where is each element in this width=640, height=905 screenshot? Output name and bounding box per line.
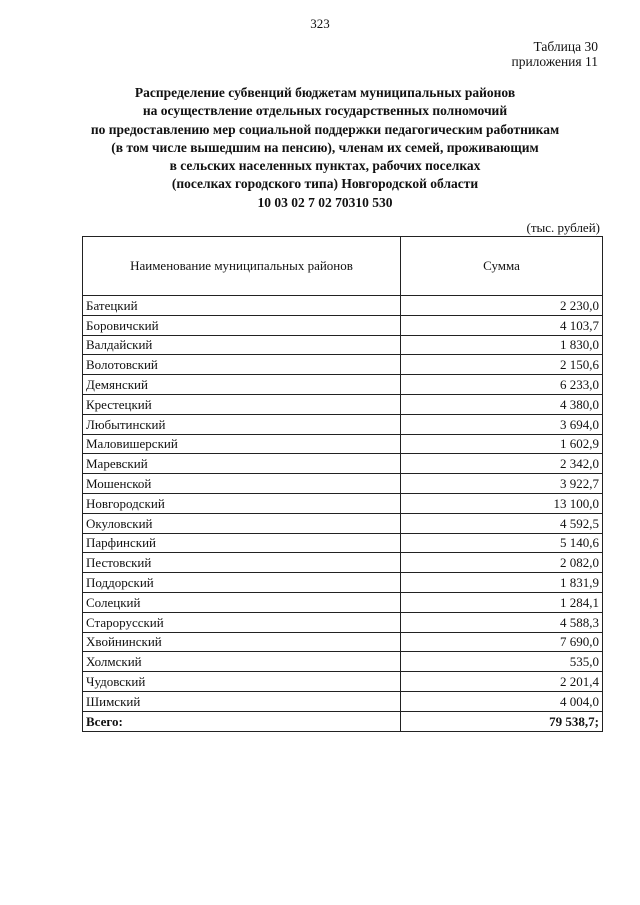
table-row xyxy=(83,592,603,612)
table-row xyxy=(83,691,603,711)
title-line: (поселках городского типа) Новгородской области xyxy=(171,176,479,192)
district-name: Новгородский xyxy=(83,493,401,513)
district-amount: 2 150,6 xyxy=(401,355,603,375)
table-row xyxy=(83,672,603,692)
district-name: Демянский xyxy=(83,375,401,395)
title-line: Распределение субвенций бюджетам муниципальных районов xyxy=(134,85,516,100)
document-title xyxy=(60,84,590,212)
district-name: Парфинский xyxy=(83,533,401,553)
district-amount: 1 602,9 xyxy=(401,434,603,454)
district-amount: 5 140,6 xyxy=(401,533,603,553)
table-row xyxy=(83,315,603,335)
district-amount: 3 694,0 xyxy=(401,414,603,434)
table-row xyxy=(83,355,603,375)
units-label: (тыс. рублей) xyxy=(526,220,600,235)
table-row xyxy=(83,573,603,593)
table-row xyxy=(83,454,603,474)
title-line: в сельских населенных пунктах, рабочих поселках xyxy=(169,158,481,174)
district-amount: 4 380,0 xyxy=(401,394,603,414)
table-header-row xyxy=(83,237,603,296)
district-name: Боровичский xyxy=(83,315,401,335)
district-amount: 2 230,0 xyxy=(401,296,603,316)
total-row xyxy=(83,711,603,731)
district-name: Любытинский xyxy=(83,414,401,434)
district-name: Хвойнинский xyxy=(83,632,401,652)
district-name: Солецкий xyxy=(83,592,401,612)
table-row xyxy=(83,612,603,632)
table-row xyxy=(83,474,603,494)
district-name: Валдайский xyxy=(83,335,401,355)
district-name: Старорусский xyxy=(83,612,401,632)
district-amount: 7 690,0 xyxy=(401,632,603,652)
budget-code: 10 03 02 7 02 70310 530 xyxy=(257,194,393,210)
district-name: Шимский xyxy=(83,691,401,711)
district-name: Холмский xyxy=(83,652,401,672)
total-label: Всего: xyxy=(83,711,401,731)
table-reference-line2: приложения 11 xyxy=(511,54,598,69)
district-amount: 13 100,0 xyxy=(401,493,603,513)
district-amount: 4 592,5 xyxy=(401,513,603,533)
district-amount: 2 342,0 xyxy=(401,454,603,474)
district-name: Маревский xyxy=(83,454,401,474)
title-line: на осуществление отдельных государственных полномочий xyxy=(142,103,508,119)
district-name: Поддорский xyxy=(83,573,401,593)
table-row xyxy=(83,493,603,513)
district-amount: 2 201,4 xyxy=(401,672,603,692)
district-amount: 3 922,7 xyxy=(401,474,603,494)
district-amount: 1 830,0 xyxy=(401,335,603,355)
district-name: Чудовский xyxy=(83,672,401,692)
district-name: Окуловский xyxy=(83,513,401,533)
district-amount: 4 588,3 xyxy=(401,612,603,632)
table-reference-line1: Таблица 30 xyxy=(533,39,598,54)
district-name: Пестовский xyxy=(83,553,401,573)
table-row xyxy=(83,296,603,316)
title-line: (в том числе вышедшим на пенсию), членам их семей, проживающим xyxy=(111,139,539,155)
column-header-amount: Сумма xyxy=(401,237,603,296)
table-row xyxy=(83,533,603,553)
district-name: Батецкий xyxy=(83,296,401,316)
table-row xyxy=(83,513,603,533)
district-amount: 6 233,0 xyxy=(401,375,603,395)
table-row xyxy=(83,553,603,573)
table-row xyxy=(83,632,603,652)
district-name: Волотовский xyxy=(83,355,401,375)
district-amount: 1 831,9 xyxy=(401,573,603,593)
table-row xyxy=(83,414,603,434)
table-row xyxy=(83,434,603,454)
page-number: 323 xyxy=(310,16,330,31)
district-amount: 1 284,1 xyxy=(401,592,603,612)
table-reference xyxy=(511,39,598,69)
subvention-table xyxy=(82,236,603,732)
district-amount: 4 103,7 xyxy=(401,315,603,335)
total-amount: 79 538,7; xyxy=(401,711,603,731)
table-row xyxy=(83,375,603,395)
district-amount: 2 082,0 xyxy=(401,553,603,573)
title-line: по предоставлению мер социальной поддержки педагогическим работникам xyxy=(90,121,560,137)
table-row xyxy=(83,394,603,414)
column-header-district: Наименование муниципальных районов xyxy=(83,237,401,296)
district-amount: 535,0 xyxy=(401,652,603,672)
district-amount: 4 004,0 xyxy=(401,691,603,711)
table-row xyxy=(83,335,603,355)
district-name: Мошенской xyxy=(83,474,401,494)
table-row xyxy=(83,652,603,672)
district-name: Маловишерский xyxy=(83,434,401,454)
district-name: Крестецкий xyxy=(83,394,401,414)
